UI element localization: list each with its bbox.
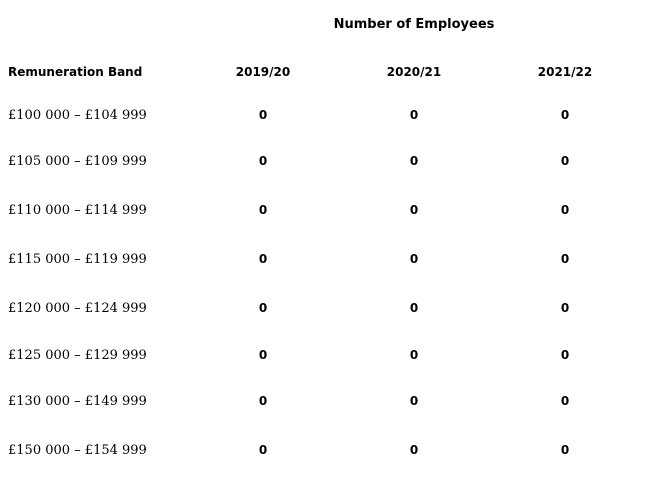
- employee-count: 0: [560, 108, 570, 122]
- band-label: £110 000 – £114 999: [8, 203, 147, 218]
- employee-count: 0: [409, 252, 419, 266]
- year-column-header: 2021/22: [537, 65, 593, 79]
- table-row: [0, 348, 650, 368]
- year-column-header: 2019/20: [235, 65, 291, 79]
- table-row: [0, 154, 650, 174]
- employee-count: 0: [560, 203, 570, 217]
- table-row: [0, 108, 650, 128]
- employee-count: 0: [409, 203, 419, 217]
- employee-count: 0: [560, 443, 570, 457]
- employee-count: 0: [560, 252, 570, 266]
- employee-count: 0: [258, 443, 268, 457]
- employee-count: 0: [409, 443, 419, 457]
- employee-count: 0: [409, 108, 419, 122]
- employee-count: 0: [560, 348, 570, 362]
- band-label: £150 000 – £154 999: [8, 443, 147, 458]
- table-row: [0, 203, 650, 223]
- employee-count: 0: [258, 203, 268, 217]
- band-label: £100 000 – £104 999: [8, 108, 147, 123]
- table-heading: Number of Employees: [333, 17, 495, 32]
- employee-count: 0: [409, 301, 419, 315]
- employee-count: 0: [560, 154, 570, 168]
- band-label: £120 000 – £124 999: [8, 301, 147, 316]
- table-row: [0, 252, 650, 272]
- employee-count: 0: [409, 348, 419, 362]
- band-label: £130 000 – £149 999: [8, 394, 147, 409]
- employee-count: 0: [560, 394, 570, 408]
- band-column-header: Remuneration Band: [8, 65, 143, 79]
- table-row: [0, 301, 650, 321]
- band-label: £125 000 – £129 999: [8, 348, 147, 363]
- employee-count: 0: [258, 301, 268, 315]
- employee-count: 0: [258, 252, 268, 266]
- employee-count: 0: [560, 301, 570, 315]
- employee-count: 0: [258, 394, 268, 408]
- employee-count: 0: [409, 154, 419, 168]
- employee-count: 0: [258, 154, 268, 168]
- band-label: £105 000 – £109 999: [8, 154, 147, 169]
- employee-count: 0: [258, 108, 268, 122]
- table-row: [0, 443, 650, 463]
- employee-count: 0: [258, 348, 268, 362]
- year-column-header: 2020/21: [386, 65, 442, 79]
- employee-count: 0: [409, 394, 419, 408]
- table-row: [0, 394, 650, 414]
- band-label: £115 000 – £119 999: [8, 252, 147, 267]
